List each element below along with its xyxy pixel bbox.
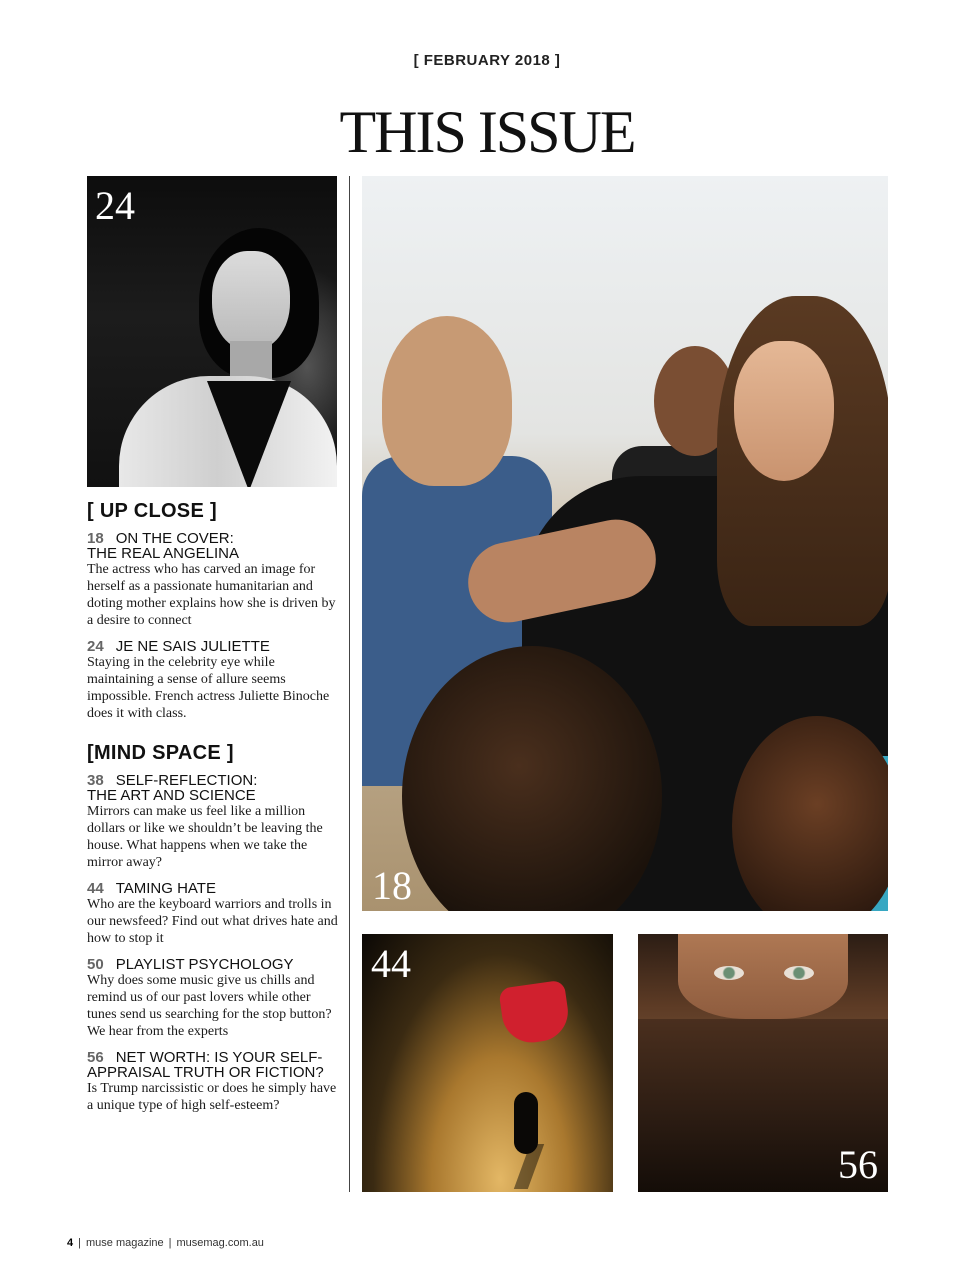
entry-page-number: 56 xyxy=(87,1049,104,1066)
entry-page-number: 24 xyxy=(87,638,104,655)
toc-entry[interactable] xyxy=(87,881,339,947)
section-heading-up-close: [ UP CLOSE ] xyxy=(87,500,217,522)
entry-title xyxy=(87,531,339,561)
entry-title-line: PLAYLIST PSYCHOLOGY xyxy=(115,956,294,973)
photo-face xyxy=(678,934,848,1019)
photo-page-number: 56 xyxy=(838,1142,878,1187)
toc-entry[interactable] xyxy=(87,773,339,871)
entry-title-line: THE ART AND SCIENCE xyxy=(87,787,256,804)
entry-page-number: 44 xyxy=(87,880,104,897)
photo-red-cape xyxy=(498,980,571,1047)
column-divider xyxy=(349,176,350,1192)
photo-bullfight[interactable] xyxy=(362,934,613,1192)
footer-separator: | xyxy=(168,1237,172,1249)
entry-title-line: NET WORTH: IS YOUR SELF- xyxy=(115,1049,323,1066)
entry-description: Who are the keyboard warriors and trolls in our newsfeed? Find out what drives hate and how to stop it xyxy=(87,897,338,946)
entry-title xyxy=(87,1050,339,1080)
entry-description: Why does some music give us chills and remind us of our past lovers while other tunes send us searching for the stop button? We hear from the experts xyxy=(87,973,332,1039)
entry-title-line: THE REAL ANGELINA xyxy=(87,545,239,562)
page-title: THIS ISSUE xyxy=(339,99,635,165)
footer-separator: | xyxy=(78,1237,81,1249)
photo-page-number: 44 xyxy=(371,941,411,986)
photo-page-number: 18 xyxy=(372,863,412,908)
entry-title-line: SELF-REFLECTION: xyxy=(115,772,258,789)
entry-title xyxy=(87,881,339,896)
table-of-contents xyxy=(87,500,339,1124)
entry-description: The actress who has carved an image for herself as a passionate humanitarian and doting mother explains how she is driven by a desire to connect xyxy=(87,562,336,628)
photo-bull xyxy=(514,1092,538,1154)
footer-magazine-name: muse magazine xyxy=(85,1237,164,1249)
photo-figure-head xyxy=(382,316,512,486)
toc-entry[interactable] xyxy=(87,1050,339,1114)
toc-entry[interactable] xyxy=(87,531,339,629)
entry-title-line: TAMING HATE xyxy=(115,880,216,897)
entry-description: Mirrors can make us feel like a million dollars or like we shouldn’t be leaving the house. What happens when we take the mirror away? xyxy=(87,804,323,870)
page-footer xyxy=(67,1237,264,1249)
entry-title xyxy=(87,773,339,803)
issue-date: [ FEBRUARY 2018 ] xyxy=(413,52,561,69)
entry-description: Is Trump narcissistic or does he simply have a unique type of high self-esteem? xyxy=(87,1081,337,1113)
entry-page-number: 50 xyxy=(87,956,104,973)
photo-face xyxy=(212,251,290,351)
entry-description: Staying in the celebrity eye while maintaining a sense of allure seems impossible. French actress Juliette Binoche does it with class. xyxy=(87,655,330,721)
eye-icon xyxy=(784,966,814,980)
section-heading-mind-space: [MIND SPACE ] xyxy=(87,742,234,764)
photo-angelina-cover-story[interactable] xyxy=(362,176,888,911)
entry-title-line: ON THE COVER: xyxy=(115,530,234,547)
toc-entry[interactable] xyxy=(87,639,339,722)
entry-title xyxy=(87,639,339,654)
entry-page-number: 18 xyxy=(87,530,104,547)
photo-juliette-binoche[interactable] xyxy=(87,176,337,487)
photo-face xyxy=(734,341,834,481)
photo-page-number: 24 xyxy=(95,183,135,228)
entry-title-line: JE NE SAIS JULIETTE xyxy=(115,638,270,655)
entry-title xyxy=(87,957,339,972)
photo-lapel xyxy=(207,381,291,487)
entry-title-line: APPRAISAL TRUTH OR FICTION? xyxy=(87,1064,324,1081)
toc-entry[interactable] xyxy=(87,957,339,1040)
eye-icon xyxy=(714,966,744,980)
footer-website-link[interactable]: musemag.com.au xyxy=(176,1237,264,1249)
entry-page-number: 38 xyxy=(87,772,104,789)
photo-eyes-over-water[interactable] xyxy=(638,934,888,1192)
footer-page-number: 4 xyxy=(67,1237,74,1249)
